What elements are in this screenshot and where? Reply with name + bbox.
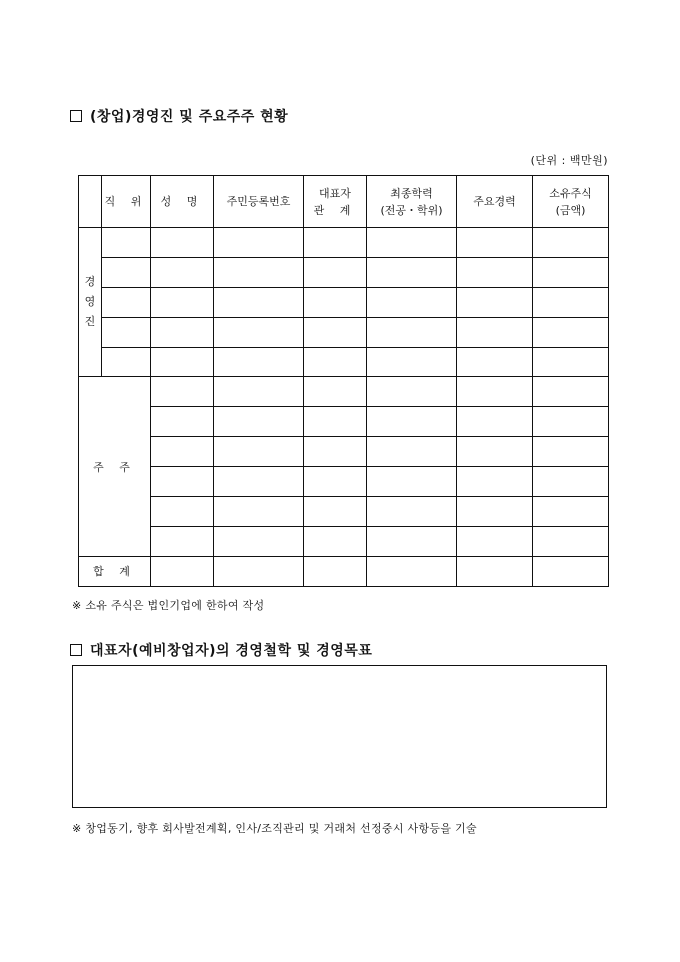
section2-title-text: 대표자(예비창업자)의 경영철학 및 경영목표: [90, 643, 373, 659]
table-row: [79, 407, 609, 437]
table-cell[interactable]: [214, 317, 304, 347]
header-position: 직 위: [102, 176, 151, 228]
table-cell[interactable]: [457, 257, 533, 287]
table-cell[interactable]: [214, 407, 304, 437]
management-table: [78, 175, 609, 587]
table-cell[interactable]: [367, 228, 457, 258]
header-career: 주요경력: [457, 176, 533, 228]
table-cell[interactable]: [533, 407, 609, 437]
table-cell[interactable]: [151, 287, 214, 317]
table-row: [79, 526, 609, 556]
table-cell[interactable]: [304, 437, 367, 467]
table-cell[interactable]: [533, 377, 609, 407]
table-cell[interactable]: [533, 497, 609, 527]
table-row: [79, 437, 609, 467]
table-cell[interactable]: [533, 257, 609, 287]
checkbox-icon: [70, 110, 82, 122]
table-cell[interactable]: [102, 347, 151, 377]
table-total-row: [79, 556, 609, 586]
table-cell[interactable]: [151, 497, 214, 527]
checkbox-icon: [70, 644, 82, 656]
table-cell[interactable]: [214, 556, 304, 586]
table-cell[interactable]: [533, 317, 609, 347]
table-cell[interactable]: [304, 377, 367, 407]
table-row: [79, 257, 609, 287]
header-education: 최종학력 (전공・학위): [367, 176, 457, 228]
table-cell[interactable]: [151, 228, 214, 258]
table-cell[interactable]: [151, 317, 214, 347]
table-row: [79, 467, 609, 497]
table-cell[interactable]: [214, 526, 304, 556]
table-row: [79, 317, 609, 347]
table-header-row: [79, 176, 609, 228]
table-cell[interactable]: [151, 467, 214, 497]
table-cell[interactable]: [533, 437, 609, 467]
table-cell[interactable]: [457, 377, 533, 407]
header-resident-no: 주민등록번호: [214, 176, 304, 228]
table-cell[interactable]: [304, 228, 367, 258]
table-cell[interactable]: [533, 228, 609, 258]
table-cell[interactable]: [457, 347, 533, 377]
table-cell[interactable]: [102, 317, 151, 347]
table-cell[interactable]: [214, 377, 304, 407]
header-empty: [79, 176, 102, 228]
table-cell[interactable]: [214, 467, 304, 497]
total-label: 합 계: [79, 556, 151, 586]
table-row: [79, 228, 609, 258]
table-cell[interactable]: [457, 228, 533, 258]
table-cell[interactable]: [367, 407, 457, 437]
table-cell[interactable]: [102, 228, 151, 258]
table-cell[interactable]: [214, 257, 304, 287]
table-row: [79, 287, 609, 317]
table-cell[interactable]: [367, 347, 457, 377]
table-cell[interactable]: [304, 257, 367, 287]
section2-note: ※ 창업동기, 향후 회사발전계획, 인사/조직관리 및 거래처 선정중시 사항등을 기술: [72, 822, 477, 835]
table-cell[interactable]: [304, 317, 367, 347]
table-cell[interactable]: [457, 467, 533, 497]
unit-label: (단위 : 백만원): [530, 154, 608, 167]
table-cell[interactable]: [457, 526, 533, 556]
table-cell[interactable]: [102, 287, 151, 317]
table-cell[interactable]: [102, 257, 151, 287]
table-cell[interactable]: [151, 437, 214, 467]
table-cell[interactable]: [367, 497, 457, 527]
table-cell[interactable]: [304, 347, 367, 377]
table-cell[interactable]: [367, 556, 457, 586]
table-cell[interactable]: [214, 228, 304, 258]
table-cell[interactable]: [214, 497, 304, 527]
table-cell[interactable]: [151, 377, 214, 407]
table-cell[interactable]: [367, 377, 457, 407]
table-row: [79, 347, 609, 377]
table-row: [79, 377, 609, 407]
table-cell[interactable]: [367, 287, 457, 317]
group-label-shareholders: 주 주: [79, 377, 151, 556]
group-label-management: 경 영 진: [79, 228, 102, 377]
table-cell[interactable]: [533, 347, 609, 377]
section1-title-text: (창업)경영진 및 주요주주 현황: [90, 109, 289, 125]
table-cell[interactable]: [533, 556, 609, 586]
table-cell[interactable]: [304, 467, 367, 497]
table-cell[interactable]: [457, 556, 533, 586]
philosophy-textbox[interactable]: [72, 665, 607, 808]
table-cell[interactable]: [151, 257, 214, 287]
table-cell[interactable]: [214, 437, 304, 467]
table-cell[interactable]: [533, 467, 609, 497]
table-cell[interactable]: [367, 257, 457, 287]
table-cell[interactable]: [457, 287, 533, 317]
table-row: [79, 497, 609, 527]
table-cell[interactable]: [367, 437, 457, 467]
table-cell[interactable]: [457, 437, 533, 467]
table-cell[interactable]: [367, 467, 457, 497]
section2-title: [70, 640, 372, 660]
table-cell[interactable]: [151, 556, 214, 586]
table-cell[interactable]: [151, 526, 214, 556]
header-relation: 대표자 관 계: [304, 176, 367, 228]
table-cell[interactable]: [151, 347, 214, 377]
table-cell[interactable]: [151, 407, 214, 437]
table-cell[interactable]: [304, 407, 367, 437]
header-name: 성 명: [151, 176, 214, 228]
table-cell[interactable]: [457, 407, 533, 437]
table-cell[interactable]: [457, 317, 533, 347]
section1-note: ※ 소유 주식은 법인기업에 한하여 작성: [72, 599, 265, 612]
section1-title: [70, 106, 288, 126]
table-cell[interactable]: [533, 526, 609, 556]
table-cell[interactable]: [367, 317, 457, 347]
table-cell[interactable]: [367, 526, 457, 556]
table-cell[interactable]: [457, 497, 533, 527]
table-cell[interactable]: [304, 556, 367, 586]
table-cell[interactable]: [304, 287, 367, 317]
table-cell[interactable]: [214, 347, 304, 377]
table-cell[interactable]: [304, 526, 367, 556]
header-shares: 소유주식 (금액): [533, 176, 609, 228]
table-cell[interactable]: [533, 287, 609, 317]
table-cell[interactable]: [214, 287, 304, 317]
table-cell[interactable]: [304, 497, 367, 527]
